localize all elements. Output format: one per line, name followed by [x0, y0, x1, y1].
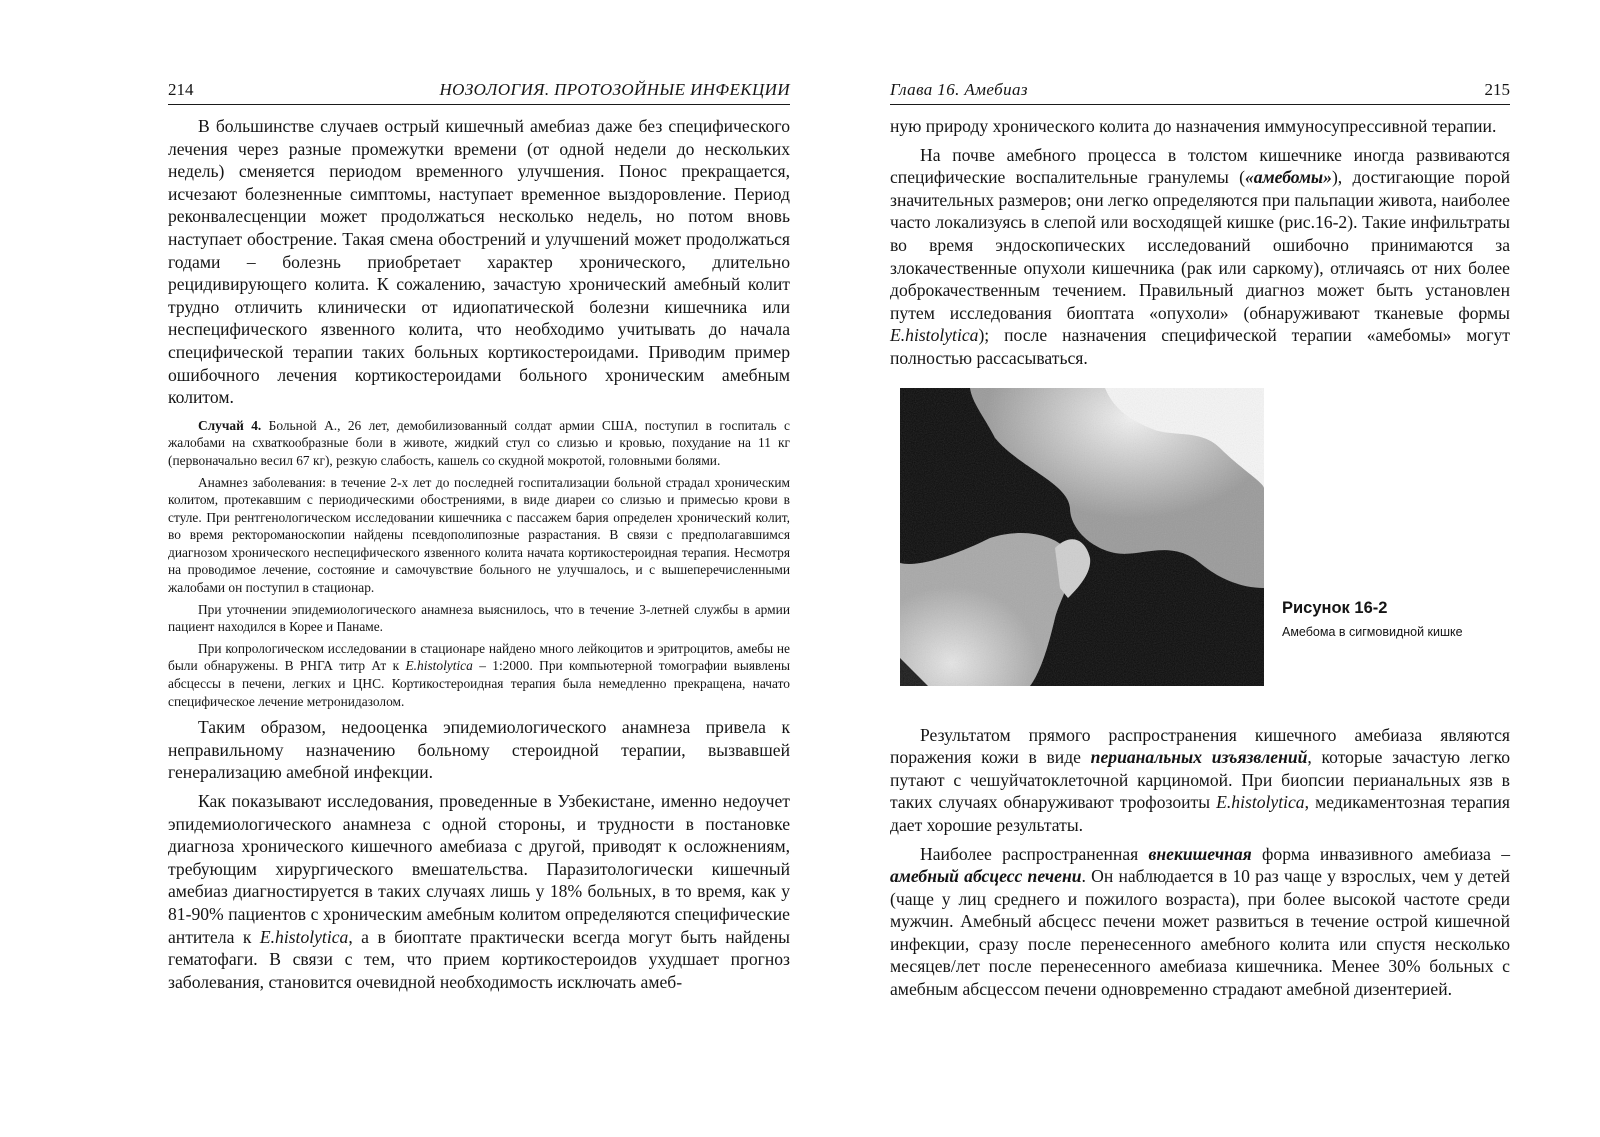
running-title-right: Глава 16. Амебиаз	[890, 80, 1028, 99]
case-report	[168, 417, 790, 711]
lab-text-2: – 1:2000. При компьютерной томографии выявлены абсцессы в печени, легких и ЦНС. Кортикостероидная терапия была немедленно прекращена, начато специфическое лечение метронидазолом.	[168, 658, 790, 709]
figure-caption-text: Амебома в сигмовидной кишке	[1282, 624, 1463, 639]
paragraph-perianal	[890, 724, 1510, 837]
xray-image	[900, 388, 1264, 686]
lab-species-name: E.histolytica	[405, 658, 473, 674]
lab-text-1: При копрологическом исследовании в стационаре найдено много лейкоцитов и эритроцитов, амебы не были обнаружены. В РНГА титр Ат к	[168, 640, 790, 674]
ameboma-text-2: ), достигающие порой значительных размеров; они легко определяются при пальпации живота, наиболее часто локализуясь в слепой или восходящей кишке (рис.16-2). Такие инфильтраты во время эндоскопических исследований ошибочно принимаются за злокачественные опухоли кишечника (рак или саркому), отличаясь от них более доброкачественным течением. Правильный диагноз может быть установлен путем исследования биоптата «опухоли» (обнаруживают тканевые формы	[890, 167, 1510, 323]
case-intro	[168, 417, 790, 470]
figure-caption	[1282, 597, 1512, 641]
figure-label: Рисунок 16-2	[1282, 598, 1388, 617]
left-page	[168, 80, 790, 993]
right-running-head	[890, 80, 1510, 105]
abscess-text-2: форма инвазивного амебиаза –	[1251, 843, 1510, 864]
ameboma-species-name: E.histolytica	[890, 325, 979, 346]
case-anamnesis: Анамнез заболевания: в течение 2-х лет до последней госпитализации больной страдал хроническим колитом, протекавшим с периодическими обострениями, в виде диареи со слизью и примесью крови в стуле. При рентгенологическом исследовании кишечника с пассажем бария определен хронический колит, во время ректороманоскопии найдены псевдополипозные разрастания. В связи с предполагавшимся диагнозом хронического неспецифического язвенного колита начата кортикостероидная терапия. Несмотря на проводимое лечение, состояние и самочувствие больного не улучшалось, и с вышеперечисленными жалобами он поступил в стационар.	[168, 474, 790, 596]
paragraph-chronic-colitis: В большинстве случаев острый кишечный амебиаз даже без специфического лечения через разные промежутки времени (от одной недели до нескольких недель) сменяется периодом временного улучшения. Понос прекращается, исчезают болезненные симптомы, наступает временное выздоровление. Период реконвалесценции может продолжаться несколько недель, но потом вновь наступает обострение. Такая смена обострений и улучшений может продолжаться годами – болезнь приобретает характер хронического, длительно рецидивирующего колита. К сожалению, зачастую хронический амебный колит трудно отличить клинически от идиопатической болезни кишечника или неспецифического язвенного колита, что необходимо учитывать до начала специфической терапии таких больных кортикостероидами. Приводим пример ошибочного лечения кортикостероидами больного хроническим амебным колитом.	[168, 116, 790, 408]
case-epidemiology: При уточнении эпидемиологического анамнеза выяснилось, что в течение 3-летней службы в армии пациент находился в Корее и Панаме.	[168, 601, 790, 635]
uzbek-text-1: Как показывают исследования, проведенные в Узбекистане, именно недоучет эпидемиологического анамнеза с одной стороны, и трудности в постановке диагноза хронического кишечного амебиаза с другой, приводят к осложнениям, требующим хирургического вмешательства. Паразитологически кишечный амебиаз диагностируется в таких случаях лишь у 18% больных, в то время, как у 81-90% пациентов с хроническим амебным колитом определяются специфические антитела к	[168, 791, 790, 947]
ameboma-term: «амебомы»	[1244, 167, 1332, 188]
perianal-text-2: , которые зачастую легко путают с чешуйчатоклеточной карциномой. При биопсии перианальных язв в таких случаях обнаруживают трофозоиты	[890, 747, 1510, 813]
right-body	[890, 115, 1510, 1001]
running-title-left: НОЗОЛОГИЯ. ПРОТОЗОЙНЫЕ ИНФЕКЦИИ	[439, 80, 790, 99]
perianal-term: перианальных изъязвлений	[1090, 747, 1308, 768]
page-number-left: 214	[168, 80, 194, 99]
liver-abscess-term: амебный абсцесс печени	[890, 866, 1082, 887]
paragraph-conclusion: Таким образом, недооценка эпидемиологического анамнеза привела к неправильному назначению больному стероидной терапии, вызвавшей генерализацию амебной инфекции.	[168, 717, 790, 783]
paragraph-ameboma	[890, 144, 1510, 370]
left-body	[168, 115, 790, 993]
case-label: Случай 4.	[198, 417, 262, 433]
case-lab-results	[168, 640, 790, 710]
extraintestinal-term: внекишечная	[1148, 843, 1252, 864]
page-number-right: 215	[1484, 80, 1510, 99]
paragraph-liver-abscess	[890, 843, 1510, 1001]
uzbek-text-2: , а в биоптате практически всегда могут быть найдены гематофаги. В связи с тем, что прием кортикостероидов ухудшает прогноз заболевания, становится очевидной необходимость исключать амеб-	[168, 926, 790, 992]
figure-16-2	[890, 388, 1510, 698]
case-intro-text: Больной А., 26 лет, демобилизованный солдат армии США, поступил в госпиталь с жалобами на схваткообразные боли в животе, жидкий стул со слизью и кровью, похудание на 11 кг (первоначально весил 67 кг), резкую слабость, кашель со скудной мокротой, головными болями.	[168, 417, 790, 468]
left-running-head	[168, 80, 790, 105]
ameboma-text-3: ); после назначения специфической терапии «амебомы» могут полностью рассасываться.	[890, 325, 1510, 368]
right-page	[890, 80, 1510, 1001]
ameboma-text-1: На почве амебного процесса в толстом кишечнике иногда развиваются специфические воспалительные гранулемы (	[890, 144, 1510, 188]
paragraph-uzbekistan	[168, 790, 790, 993]
abscess-text-1: Наиболее распространенная	[920, 843, 1149, 864]
paragraph-continuation: ную природу хронического колита до назначения иммуносупрессивной терапии.	[890, 116, 1497, 136]
perianal-text-3: , медикаментозная терапия дает хорошие результаты.	[890, 792, 1510, 835]
uzbek-species-name: E.histolytica	[259, 926, 349, 947]
perianal-species-name: E.histolytica	[1216, 792, 1305, 813]
abscess-text-3: . Он наблюдается в 10 раз чаще у взрослых, чем у детей (чаще у лиц среднего и пожилого возраста), при более высокой частоте среди мужчин. Амебный абсцесс печени может развиться в течение острой кишечной инфекции, сразу после перенесенного амебного колита или спустя несколько месяцев/лет после перенесенного амебиаза кишечника. Менее 30% больных с амебным абсцессом печени одновременно страдают амебной дизентерией.	[890, 866, 1510, 1000]
perianal-text-1: Результатом прямого распространения кишечного амебиаза являются поражения кожи в виде	[890, 724, 1510, 768]
